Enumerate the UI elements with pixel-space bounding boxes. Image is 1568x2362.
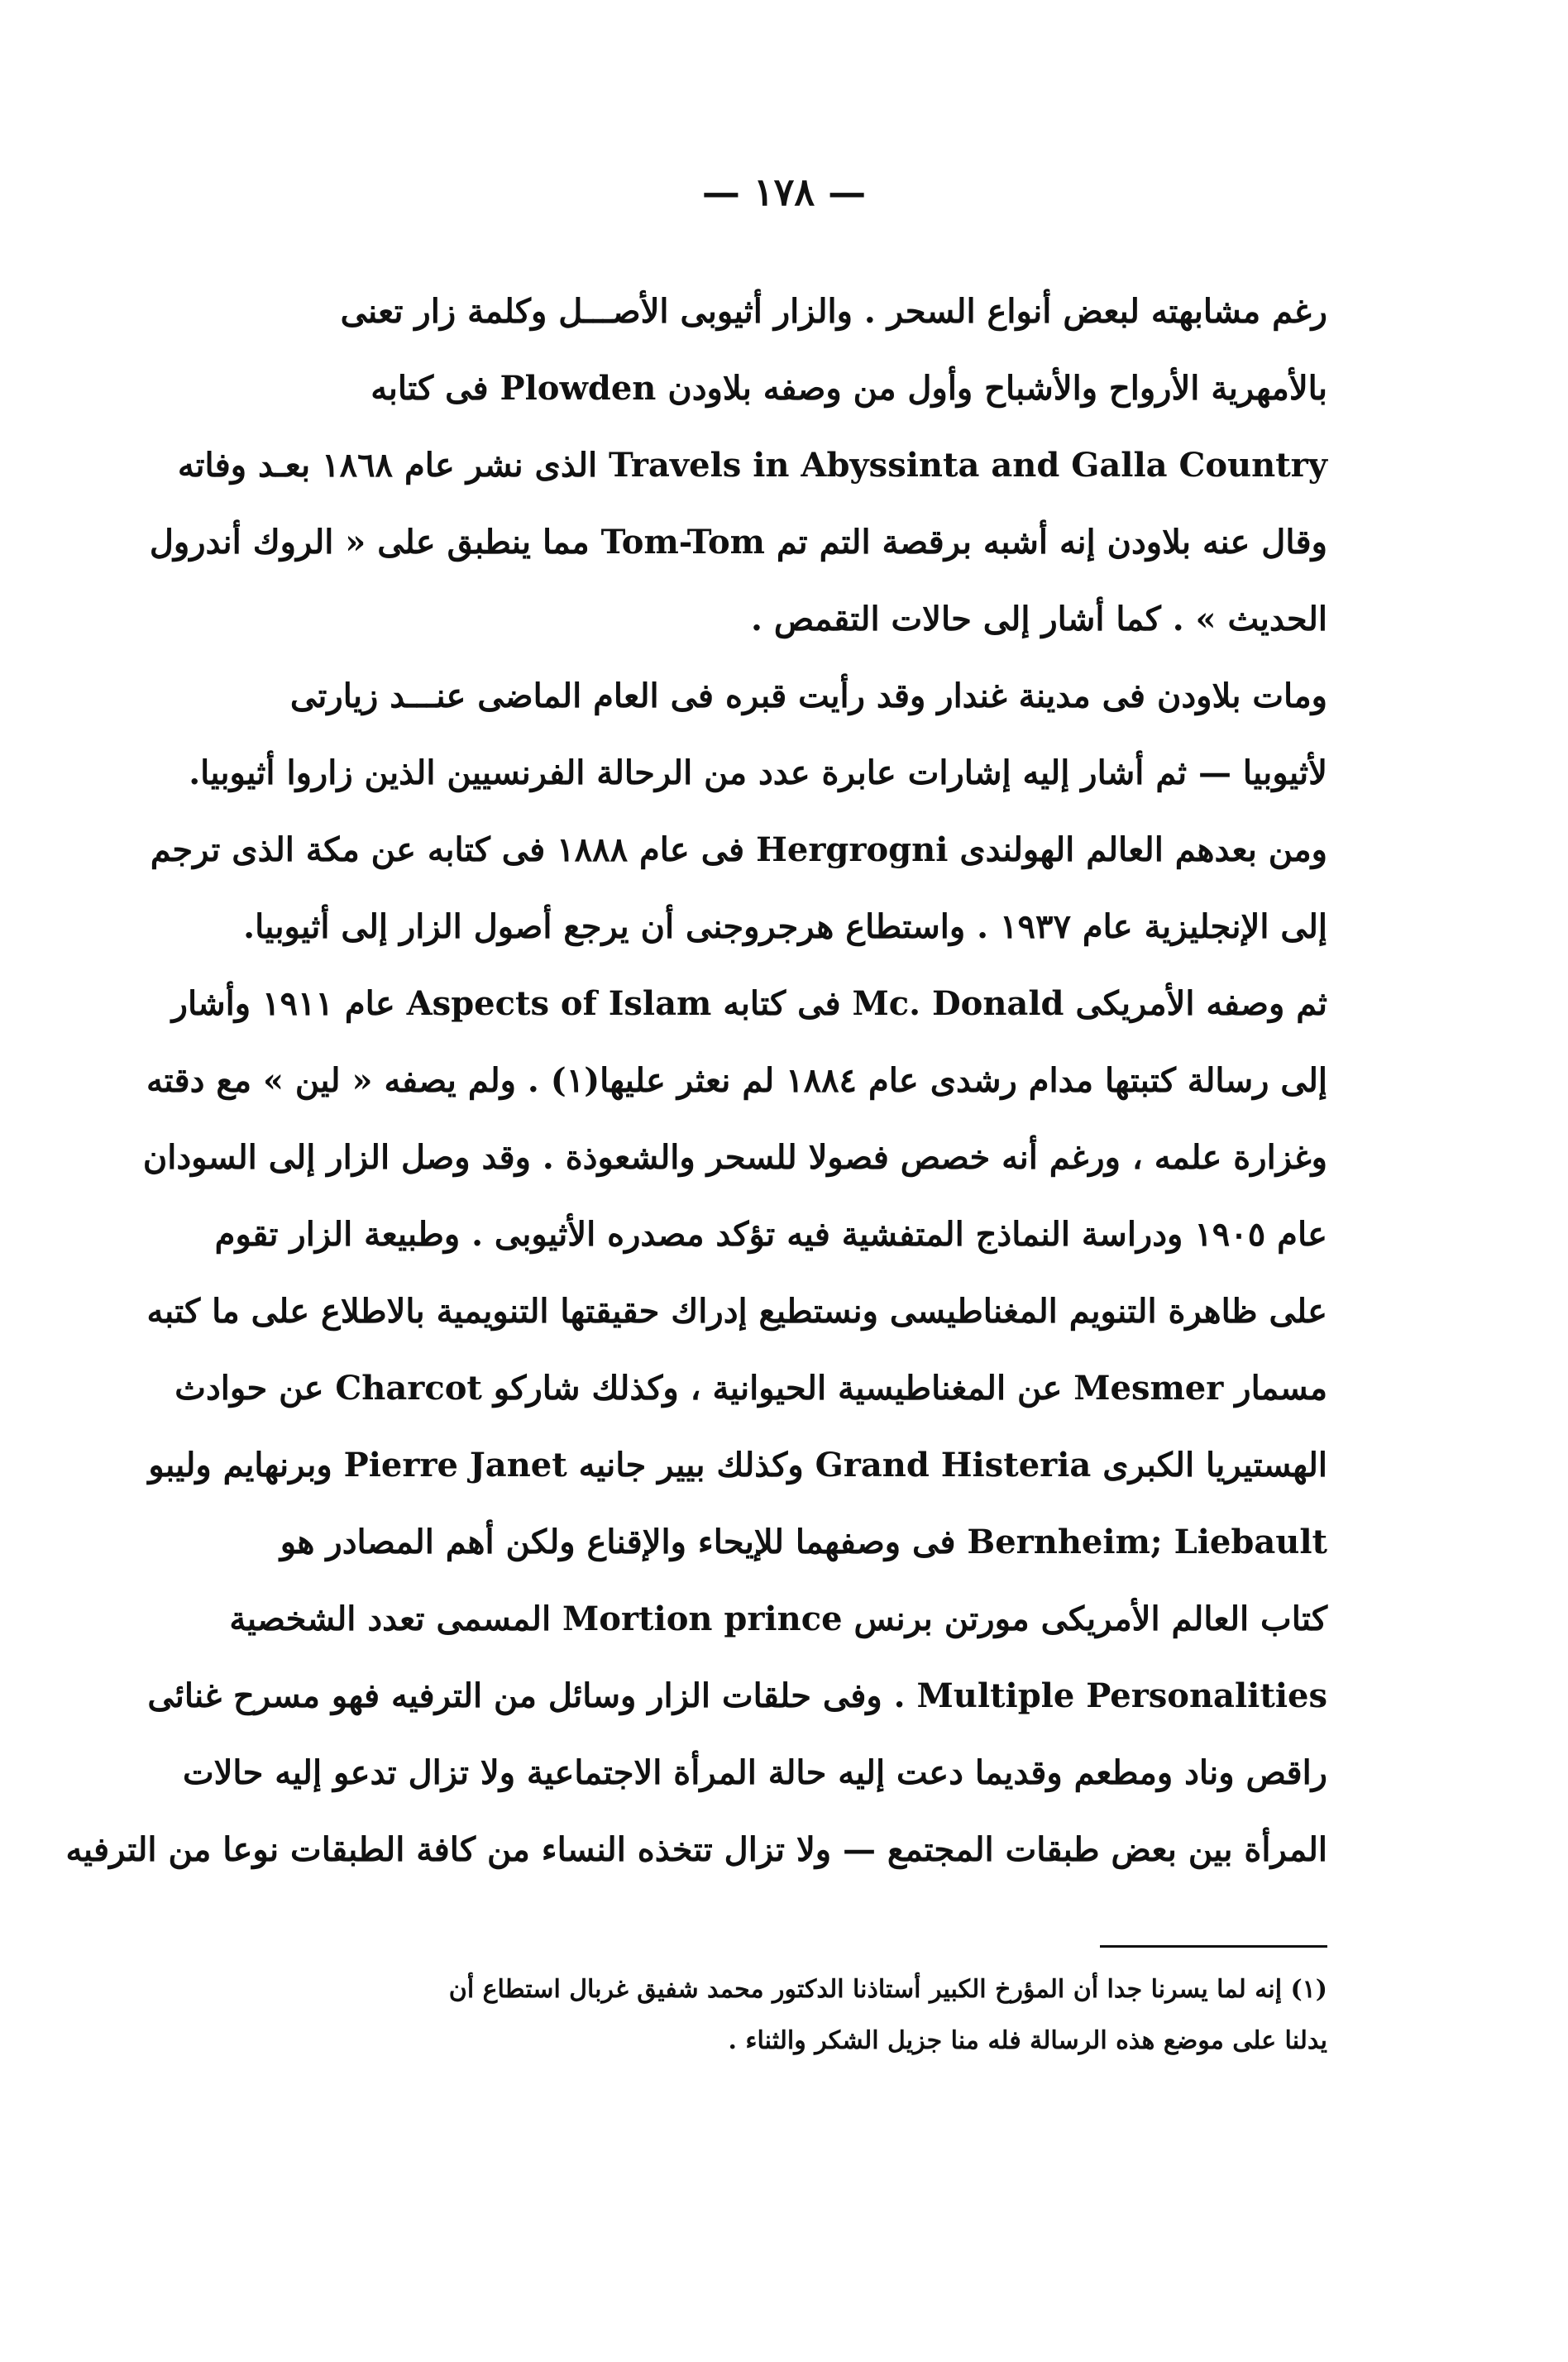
text-line: كتاب العالم الأمريكى مورتن برنس Mortion prince المسمى تعدد الشخصية	[229, 1599, 1327, 1638]
footnote-line: (١) إنه لما يسرنا جدا أن المؤرخ الكبير أستاذنا الدكتور محمد شفيق غربال استطاع أن	[448, 1975, 1327, 2004]
footnote-line: يدلنا على موضع هذه الرسالة فله منا جزيل الشكر والثناء .	[728, 2026, 1327, 2055]
text-line: Multiple Personalities . وفى حلقات الزار وسائل من الترفيه فهو مسرح غنائى	[147, 1676, 1327, 1715]
text-line: راقص وناد ومطعم وقديما دعت إليه حالة المرأة الاجتماعية ولا تزال تدعو إليه حالات	[182, 1753, 1327, 1792]
text-line: إلى الإنجليزية عام ١٩٣٧ . واستطاع هرجروجنى أن يرجع أصول الزار إلى أثيوبيا.	[243, 907, 1327, 946]
text-line: الهستيريا الكبرى Grand Histeria وكذلك بيير جانيه Pierre Janet وبرنهايم وليبو	[148, 1446, 1327, 1485]
text-line: إلى رسالة كتبتها مدام رشدى عام ١٨٨٤ لم نعثر عليها(١) . ولم يصفه « لين » مع دقته	[146, 1061, 1327, 1100]
text-line: ومات بلاودن فى مدينة غندار وقد رأيت قبره فى العام الماضى عنـــد زيارتى	[289, 677, 1327, 715]
text-line: بالأمهرية الأرواح والأشباح وأول من وصفه بلاودن Plowden فى كتابه	[370, 369, 1327, 408]
text-line: المرأة بين بعض طبقات المجتمع — ولا تزال تتخذه النساء من كافة الطبقات نوعا من الترفيه	[65, 1830, 1327, 1869]
text-line: Bernheim; Liebault فى وصفهما للإيحاء والإقناع ولكن أهم المصادر هو	[280, 1523, 1327, 1561]
text-line: رغم مشابهته لبعض أنواع السحر . والزار أثيوبى الأصـــل وكلمة زار تعنى	[340, 292, 1327, 331]
text-line: وقال عنه بلاودن إنه أشبه برقصة التم تم Tom-Tom مما ينطبق على « الروك أندرول	[149, 523, 1327, 562]
text-line: وغزارة علمه ، ورغم أنه خصص فصولا للسحر والشعوذة . وقد وصل الزار إلى السودان	[142, 1138, 1327, 1177]
text-line: مسمار Mesmer عن المغناطيسية الحيوانية ، وكذلك شاركو Charcot عن حوادث	[174, 1369, 1327, 1408]
text-line: الحديث » . كما أشار إلى حالات التقمص .	[750, 600, 1327, 638]
body-text	[65, 273, 1327, 1888]
footnote-divider	[1100, 1945, 1327, 1948]
text-line: لأثيوبيا — ثم أشار إليه إشارات عابرة عدد من الرحالة الفرنسيين الذين زاروا أثيوبيا.	[189, 753, 1327, 792]
page-number: — ١٧٨ —	[701, 170, 867, 214]
footnote	[186, 1964, 1327, 2067]
text-line: ومن بعدهم العالم الهولندى Hergrogni فى عام ١٨٨٨ فى كتابه عن مكة الذى ترجم	[150, 830, 1327, 869]
text-line: ثم وصفه الأمريكى Mc. Donald فى كتابه Aspects of Islam عام ١٩١١ وأشار	[171, 984, 1327, 1023]
text-line: على ظاهرة التنويم المغناطيسى ونستطيع إدراك حقيقتها التنويمية بالاطلاع على ما كتبه	[146, 1292, 1327, 1331]
text-line: عام ١٩٠٥ ودراسة النماذج المتفشية فيه تؤكد مصدره الأثيوبى . وطبيعة الزار تقوم	[214, 1215, 1327, 1254]
text-line: Travels in Abyssinta and Galla Country الذى نشر عام ١٨٦٨ بعـد وفاته	[177, 446, 1327, 485]
